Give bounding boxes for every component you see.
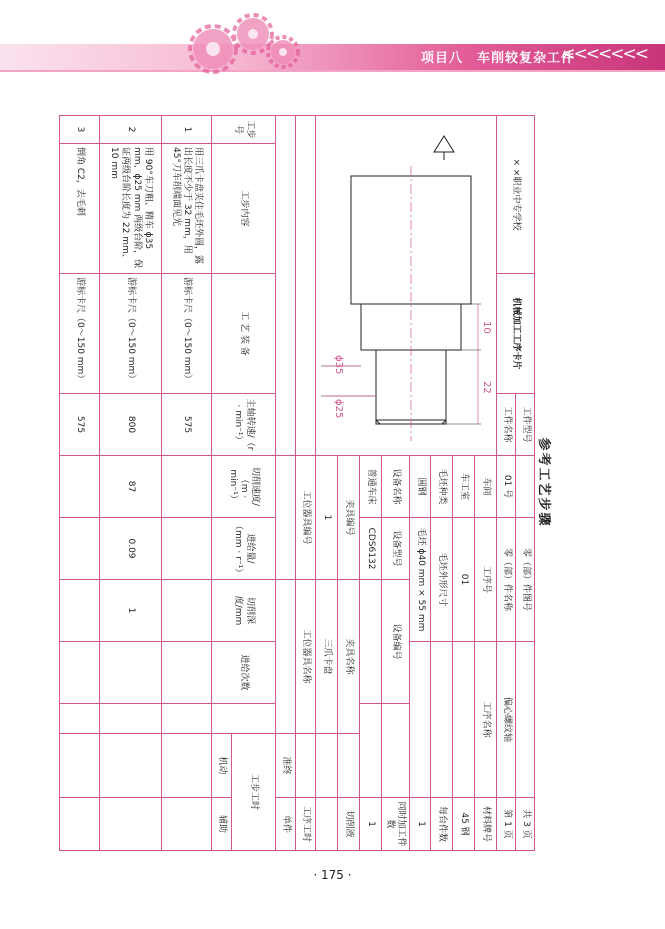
label-blank-type: 毛坯种类 [431, 456, 453, 518]
step-cutting-speed [162, 456, 212, 518]
page-header [0, 0, 665, 80]
step-passes [100, 642, 162, 704]
value-station-name [276, 580, 296, 734]
value-workshop: 车工室 [453, 456, 475, 518]
header-step-content: 工步内容 [212, 144, 276, 274]
step-spacer [60, 704, 100, 734]
step-spacer [162, 704, 212, 734]
step-no: 3 [60, 116, 100, 144]
card-title: 机械加工工序卡片 [497, 274, 535, 394]
value-simultaneous: 1 [359, 798, 381, 851]
step-no: 2 [100, 116, 162, 144]
header-spacer [212, 704, 276, 734]
gear-decoration-icon [175, 4, 305, 74]
value-fixture-name: 三爪卡盘 [316, 580, 338, 734]
label-fixture-no: 夹具编号 [337, 456, 359, 580]
dim-dia-25: ϕ25 [333, 399, 344, 419]
header-step-no: 工步号 [212, 116, 276, 144]
table-row [100, 116, 162, 851]
header-divider [0, 70, 665, 72]
value-equipment-model: CDS6132 [359, 518, 381, 580]
table-row [60, 116, 100, 851]
step-depth [60, 580, 100, 642]
dim-length-10: 10 [481, 321, 492, 334]
label-pieces-per-blank: 每台件数 [431, 798, 453, 851]
value-product-model [516, 456, 535, 518]
value-equipment-no [359, 580, 381, 704]
label-equipment-model: 设备型号 [381, 518, 409, 580]
process-card-area [75, 115, 555, 850]
process-sketch [316, 116, 497, 456]
value-product-name: 01 号 [497, 456, 516, 518]
header-passes: 进给次数 [212, 642, 276, 704]
value-equipment-name: 普通车床 [359, 456, 381, 518]
header-machine-time: 机动 [212, 734, 232, 798]
sketch-spacer [276, 116, 296, 456]
empty-cell [409, 642, 431, 798]
header-aux-time: 辅助 [212, 798, 232, 851]
empty-cell [296, 734, 316, 798]
value-fixture-no: 1 [316, 456, 338, 580]
label-simultaneous: 同时加工件数 [381, 798, 409, 851]
step-spacer [100, 704, 162, 734]
step-aux-time [162, 798, 212, 851]
step-machine-time [60, 734, 100, 798]
chapter-title: 项目八 车削较复杂工件 [420, 51, 575, 66]
label-product-model: 工件型号 [516, 394, 535, 456]
label-product-name: 工件名称 [497, 394, 516, 456]
label-blank-size: 毛坯外形尺寸 [431, 518, 453, 642]
chevron-right-icon: <<<<<<< [561, 44, 647, 64]
page-number: · 175 · [313, 868, 352, 882]
label-process-time: 工序工时 [296, 798, 316, 851]
value-coolant [316, 798, 338, 851]
label-fixture-name: 夹具名称 [337, 580, 359, 734]
label-unit-time: 单件 [276, 798, 296, 851]
step-aux-time [60, 798, 100, 851]
process-card-table [59, 115, 535, 851]
value-blank-size: 毛坯 ϕ40 mm × 55 mm [409, 518, 431, 642]
step-content: 用三爪卡盘夹住毛坯外圆，露出长度不少于 32 mm，用 45°刀车削端面见光 [162, 144, 212, 274]
empty-cell [316, 734, 338, 798]
label-equipment-name: 设备名称 [381, 456, 409, 518]
value-part-drawing-no [516, 642, 535, 798]
empty-cell [359, 704, 381, 798]
step-cutting-speed [60, 456, 100, 518]
shaft-drawing [316, 116, 496, 455]
label-coolant: 切削液 [337, 798, 359, 851]
step-spindle-speed: 575 [162, 394, 212, 456]
step-passes [162, 642, 212, 704]
value-process-no: 01 [453, 518, 475, 642]
label-workshop: 车间 [475, 456, 497, 518]
step-equipment: 游标卡尺（0～150 mm） [60, 274, 100, 394]
step-aux-time [100, 798, 162, 851]
dim-dia-35: ϕ35 [333, 355, 344, 375]
step-content: 用 90°车刀粗、精车 ϕ35 mm、ϕ25 mm 两级台阶，保证两级台阶长度为 22 mm、10 mm [100, 144, 162, 274]
label-station-name: 工位器具名称 [296, 580, 316, 734]
header-spindle-speed: 主轴转速/（r · min⁻¹） [212, 394, 276, 456]
header-depth: 切削深度/mm [212, 580, 276, 642]
total-pages: 共 3 页 [516, 798, 535, 851]
page-indicator: 第 1 页 [497, 798, 516, 851]
label-process-no: 工序号 [475, 518, 497, 642]
step-feed [60, 518, 100, 580]
step-machine-time [100, 734, 162, 798]
step-no: 1 [162, 116, 212, 144]
school-name: × ×职业中专学校 [497, 116, 535, 274]
empty-cell [337, 734, 359, 798]
label-equipment-no: 设备编号 [381, 580, 409, 704]
label-station-no: 工位器具编号 [296, 456, 316, 580]
header-cutting-speed: 切削速度/（m · min⁻¹） [212, 456, 276, 518]
header-step-time: 工步工时 [232, 734, 276, 851]
empty-cell [431, 642, 453, 798]
step-feed: 0.09 [100, 518, 162, 580]
table-row [162, 116, 212, 851]
label-material-grade: 材料牌号 [475, 798, 497, 851]
empty-cell [381, 704, 409, 798]
label-part-name: 零（部）件名称 [497, 518, 516, 642]
step-cutting-speed: 87 [100, 456, 162, 518]
card-heading: 参考工艺步骤 [536, 437, 551, 528]
value-pieces-per-blank: 1 [409, 798, 431, 851]
value-part-name: 偏心螺纹轴 [497, 642, 516, 798]
label-prep-end: 准终 [276, 734, 296, 798]
step-feed [162, 518, 212, 580]
step-spindle-speed: 800 [100, 394, 162, 456]
step-content: 倒角 C2，去毛刺 [60, 144, 100, 274]
value-blank-type: 圆钢 [409, 456, 431, 518]
step-depth: 1 [100, 580, 162, 642]
step-equipment: 游标卡尺（0～150 mm） [100, 274, 162, 394]
step-equipment: 游标卡尺（0～150 mm） [162, 274, 212, 394]
sketch-spacer [296, 116, 316, 456]
step-depth [162, 580, 212, 642]
step-machine-time [162, 734, 212, 798]
label-process-name: 工序名称 [475, 642, 497, 798]
header-feed: 进给量/（mm · r⁻¹） [212, 518, 276, 580]
value-station-no [276, 456, 296, 580]
step-passes [60, 642, 100, 704]
value-material-grade: 45 钢 [453, 798, 475, 851]
label-part-drawing-no: 零（部）件图号 [516, 518, 535, 642]
dim-length-22: 22 [481, 381, 492, 394]
step-spindle-speed: 575 [60, 394, 100, 456]
header-equipment: 工 艺 装 备 [212, 274, 276, 394]
value-process-name [453, 642, 475, 798]
